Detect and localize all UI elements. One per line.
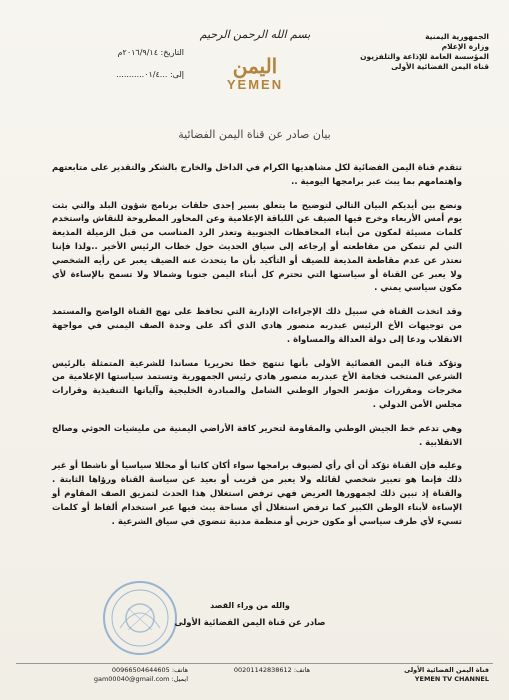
ref-line: إلى: ...٠١/٤...........	[116, 70, 184, 79]
footer-email: ايميل: gam00040@gmail.com	[93, 675, 188, 683]
issuer-line: وزارة الإعلام	[441, 42, 489, 51]
footer-channel-en: YEMEN TV CHANNEL	[414, 675, 489, 683]
statement-title: بيان صادر عن قناة اليمن الفضائية	[178, 128, 331, 141]
basmala: بسم الله الرحمن الرحيم	[199, 28, 311, 41]
footer-phone-mid: هاتف: 00201142838612	[233, 666, 310, 674]
logo-arabic: اليمن	[232, 54, 278, 78]
closing-phrase: والله من وراء القصد	[210, 601, 290, 610]
body-paragraph: وتؤكد قناة اليمن الفضائية الأولى بأنها تنتهج خطا تحريريا مساندا للشرعية المتمثلة بالرئيس الشرعي المنتخب فخامة الأخ عبدربه منصور هادي رئيس الجمهورية وتستمد سياستها الإعلامية من مخرجات ومقررات مؤتمر الحوار الوطني الشامل والمبادرة الخليجية وآلياتها التنفيذية وقرارات مجلس الأمن الدولي .	[52, 358, 462, 410]
issuer-line: الجمهورية اليمنية	[425, 32, 489, 41]
issuer-block	[339, 32, 489, 72]
logo-english: YEMEN	[226, 77, 284, 92]
body-paragraph: تتقدم قناة اليمن الفضائية لكل مشاهديها الكرام في الداخل والخارج بالشكر والتقدير على متابعتهم واهتمامهم بما يبث عبر برامجها اليومية ..	[52, 163, 462, 187]
footer-channel-ar: قناة اليمن الفضائية الأولى	[404, 666, 489, 674]
signature-line: صادر عن قناة اليمن الفضائية الأولى	[174, 618, 326, 628]
yemen-logo	[218, 55, 292, 92]
date-ref-block	[44, 42, 184, 86]
footer-divider	[16, 663, 493, 664]
body-paragraph: وعليه فإن القناة تؤكد أن أي رأي لضيوف برامجها سواء أكان كاتبا أو محللا سياسيا أو ناشطا أو غير ذلك فإنما هو تعبير شخصي لقائله ولا يعبر من قريب أو بعيد عن سياسة القناة ورؤاها الثابتة . والقناة إذ تبين ذلك لجمهورها العريض فهي ترفض استغلال هذا الحدث لتمزيق الصف المقاوم أو الإساءة لأبناء الوطن الكبير كما ترفض استغلال أي مساحة يبث فيها عبر استخدام ألفاظ أو كلمات تسيء لأي طرف سياسي أو مكون حزبي أو منظمة مدنية تنضوي في سياق الشرعية .	[52, 461, 462, 527]
statement-body	[52, 162, 462, 539]
body-paragraph: وهي تدعم خط الجيش الوطني والمقاومة لتحرير كافة الأراضي اليمنية من مليشيات الحوثي وصالح الانقلابية .	[52, 423, 462, 448]
footer-channel	[379, 666, 489, 684]
body-paragraph: ونضع بين أيديكم البيان التالي لتوضيح ما يتعلق بسير إحدى حلقات برنامج شؤون البلد والتي بثت يوم أمس الأربعاء وخرج فيها الضيف عن اللباقة الإعلامية وعن المحاور المطروحة للنقاش واستخدم كلمات مسيئة لمكون من أبناء المحافظات الجنوبية وتعذر الرد المناسب من قبل الزميلة المذيعة التي لم تتمكن من مقاطعته أو إرجاعه إلى سياق الحديث حول خطاب الرئيس الأخير ..ولذا فإننا نعتذر عن عدم مقاطعة المذيعة للضيف أو التأكيد بأن ما يتحدث عنه الضيف يعبر عن رأيه الشخصي ولا يعبر عن القناة أو سياستها التي تحترم كل أبناء اليمن جنوبا وشمالا ولا تسمح بالإساءة لأي مكون سياسي يمني .	[52, 200, 462, 294]
footer-contact	[18, 666, 188, 684]
date-line: التاريخ: ٢٠١٦/٩/١٤م	[117, 48, 184, 57]
issuer-line: قناة اليمن الفضائية الأولى	[391, 62, 489, 71]
body-paragraph: وقد اتخذت القناة في سبيل ذلك الإجراءات الإدارية التي تحافظ على نهج القناة الواضح والمستمد من توجيهات الأخ الرئيس عبدربه منصور هادي الذي أكد على وحدة الصف اليمني في مواجهة الانقلاب ودعا إلى دولة العدالة والمساواة .	[52, 307, 462, 345]
footer-phone-left: هاتف: 00966504644605	[111, 666, 188, 674]
issuer-line: المؤسسة العامة للإذاعة والتلفزيون	[360, 52, 489, 61]
